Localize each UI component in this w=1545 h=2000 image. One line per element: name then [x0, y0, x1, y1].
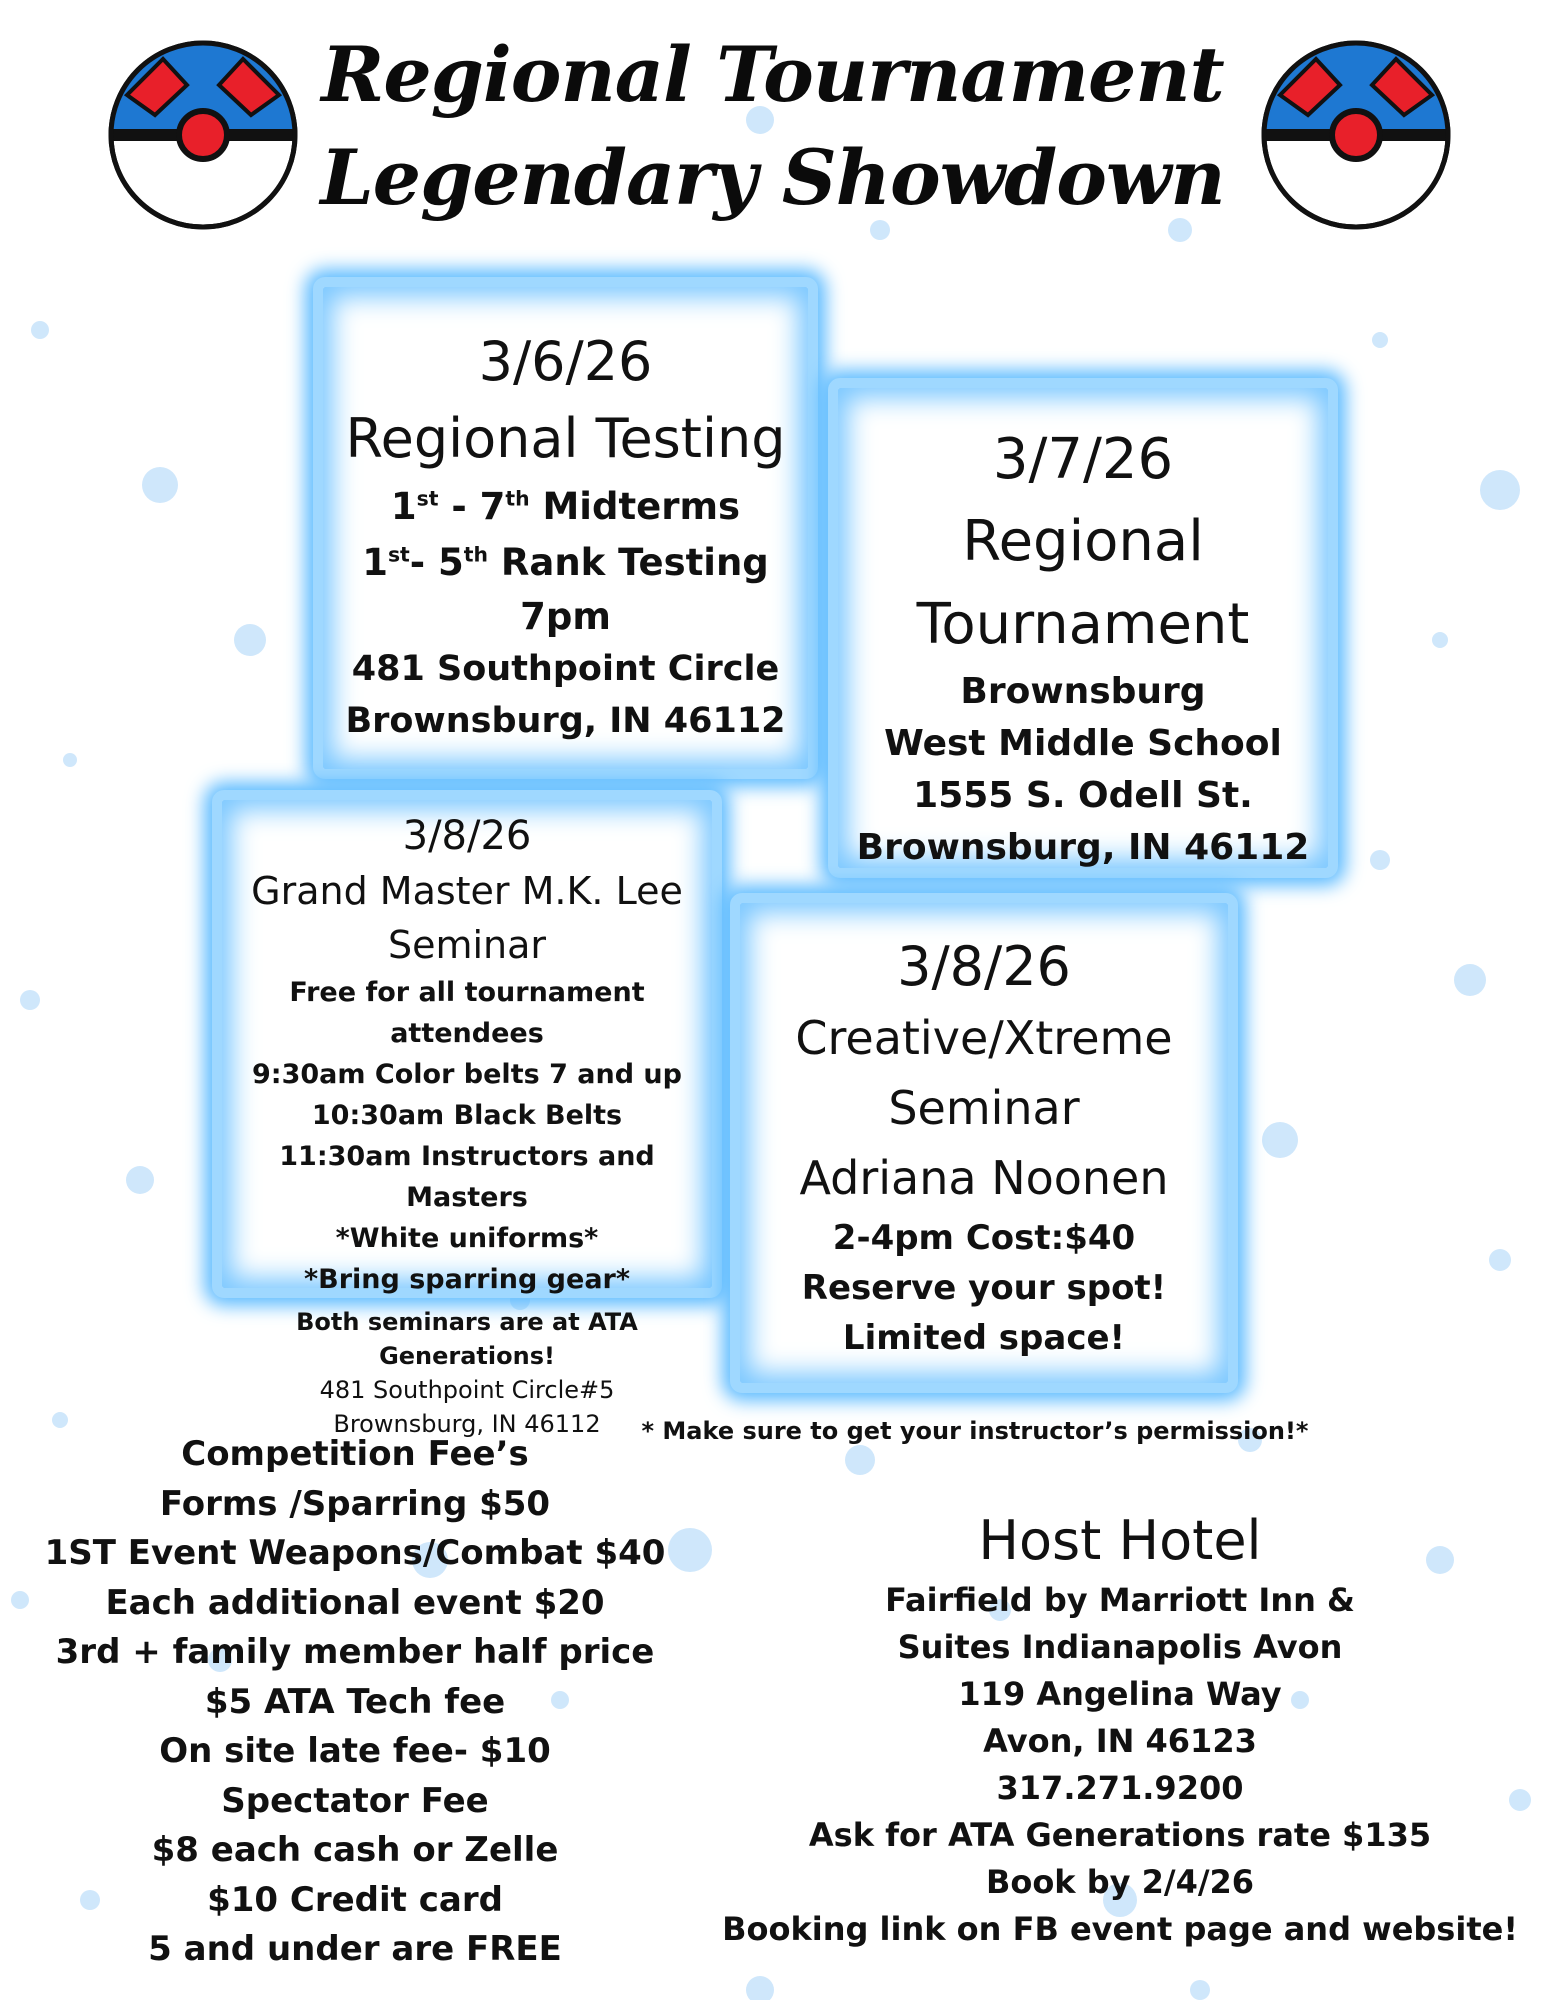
- testing-heading: Regional Testing: [345, 407, 786, 470]
- tournament-address-2: Brownsburg, IN 46112: [856, 827, 1310, 868]
- creative-date: 3/8/26: [897, 935, 1071, 998]
- fees-line-3: 1ST Event Weapons/Combat $40: [44, 1533, 666, 1573]
- lee-line-5: 11:30am Instructors and: [279, 1141, 655, 1172]
- title-line-1: Regional Tournament: [321, 30, 1224, 119]
- lee-heading-2: Seminar: [387, 923, 547, 967]
- fees-line-6: $5 ATA Tech fee: [204, 1681, 506, 1722]
- seminar-location-3: Brownsburg, IN 46112: [333, 1410, 601, 1438]
- tournament-venue-1: Brownsburg: [960, 671, 1206, 712]
- hotel-line-1: Fairfield by Marriott Inn &: [885, 1581, 1355, 1619]
- hotel-heading: Host Hotel: [978, 1509, 1262, 1572]
- seminar-location-2: 481 Southpoint Circle#5: [319, 1376, 615, 1404]
- tournament-address-1: 1555 S. Odell St.: [913, 775, 1253, 816]
- fees-line-4: Each additional event $20: [105, 1582, 605, 1623]
- creative-heading-2: Seminar: [888, 1081, 1080, 1135]
- lee-line-1: Free for all tournament: [289, 977, 645, 1008]
- hotel-line-4: Avon, IN 46123: [983, 1722, 1257, 1760]
- fees-line-5: 3rd + family member half price: [55, 1632, 655, 1672]
- creative-line-3: Limited space!: [842, 1318, 1126, 1358]
- hotel-line-5: 317.271.9200: [996, 1769, 1244, 1807]
- card-regional-testing: [313, 277, 818, 779]
- testing-midterms: 1st - 7th Midterms: [390, 485, 741, 528]
- lee-line-7: *White uniforms*: [335, 1223, 599, 1254]
- hotel-line-8: Booking link on FB event page and website!: [722, 1910, 1518, 1948]
- creative-line-2: Reserve your spot!: [801, 1268, 1167, 1308]
- hotel-line-3: 119 Angelina Way: [958, 1675, 1282, 1713]
- testing-time: 7pm: [520, 595, 611, 638]
- lee-line-3: 9:30am Color belts 7 and up: [252, 1059, 682, 1090]
- competition-fees: [20, 1430, 690, 1975]
- creative-heading-3: Adriana Noonen: [799, 1151, 1169, 1205]
- hotel-line-2: Suites Indianapolis Avon: [897, 1628, 1343, 1666]
- testing-address-1: 481 Southpoint Circle: [351, 649, 780, 689]
- hotel-line-6: Ask for ATA Generations rate $135: [808, 1816, 1432, 1854]
- great-ball-icon-right: [1258, 37, 1454, 233]
- tournament-date: 3/7/26: [992, 427, 1174, 492]
- host-hotel: [700, 1505, 1540, 1953]
- creative-heading-1: Creative/Xtreme: [795, 1011, 1173, 1065]
- title-line-2: Legendary Showdown: [320, 133, 1225, 222]
- fees-line-11: 5 and under are FREE: [148, 1929, 562, 1969]
- lee-line-6: Masters: [406, 1182, 528, 1213]
- fees-line-1: Competition Fee’s: [181, 1434, 529, 1474]
- testing-address-2: Brownsburg, IN 46112: [345, 701, 786, 741]
- lee-date: 3/8/26: [402, 813, 532, 859]
- fees-line-9: $8 each cash or Zelle: [151, 1830, 559, 1870]
- tournament-heading-2: Tournament: [916, 592, 1250, 657]
- tournament-heading-1: Regional: [962, 509, 1204, 574]
- lee-heading-1: Grand Master M.K. Lee: [251, 869, 683, 913]
- fees-line-2: Forms /Sparring $50: [159, 1483, 551, 1524]
- card-seminar-lee: [212, 790, 722, 1298]
- creative-line-1: 2-4pm Cost:$40: [832, 1218, 1136, 1258]
- lee-line-8: *Bring sparring gear*: [304, 1264, 630, 1295]
- lee-line-2: attendees: [390, 1018, 544, 1049]
- fees-line-10: $10 Credit card: [207, 1879, 503, 1920]
- lee-line-4: 10:30am Black Belts: [311, 1100, 623, 1131]
- seminar-location-1: Both seminars are at ATA Generations!: [296, 1308, 638, 1370]
- fees-line-8: Spectator Fee: [221, 1780, 489, 1821]
- testing-rank: 1st- 5th Rank Testing: [362, 541, 769, 584]
- permission-note: * Make sure to get your instructor’s permission!*: [641, 1417, 1309, 1445]
- hotel-line-7: Book by 2/4/26: [985, 1863, 1255, 1901]
- great-ball-icon-left: [105, 37, 301, 233]
- testing-date: 3/6/26: [478, 330, 653, 393]
- card-seminar-creative: [730, 893, 1238, 1393]
- tournament-venue-2: West Middle School: [884, 723, 1282, 764]
- card-regional-tournament: [828, 378, 1338, 878]
- fees-line-7: On site late fee- $10: [159, 1731, 551, 1771]
